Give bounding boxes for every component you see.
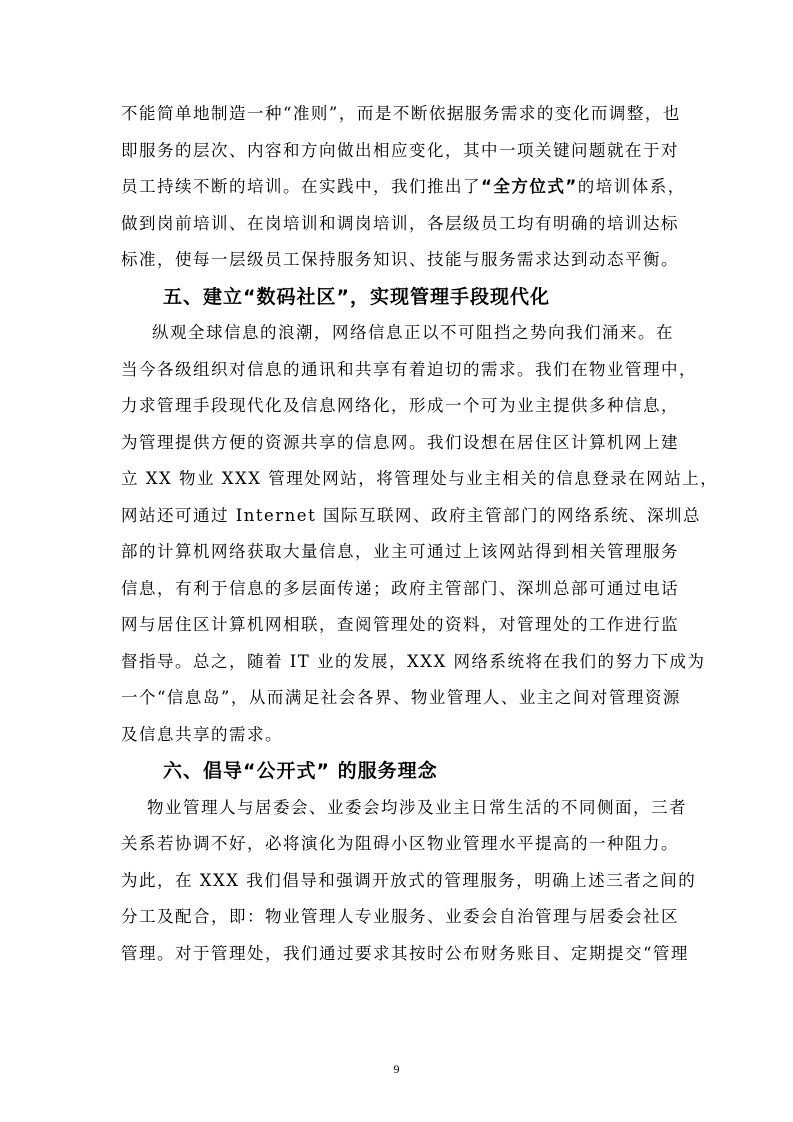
section-heading: 五、建立“数码社区”，实现管理手段现代化 — [163, 285, 550, 308]
paragraph-line: 督指导。总之，随着 IT 业的发展，XXX 网络系统将在我们的努力下成为 — [121, 651, 706, 671]
paragraph-line: 信息，有利于信息的多层面传递；政府主管部门、深圳总部可通过电话 — [121, 578, 679, 598]
emphasis-text: “全方位式” — [481, 177, 578, 196]
paragraph-line: 为此，在 XXX 我们倡导和强调开放式的管理服务，明确上述三者之间的 — [121, 870, 697, 890]
paragraph-line: 关系若协调不好，必将演化为阻碍小区物业管理水平提高的一种阻力。 — [121, 834, 679, 853]
paragraph-text: 员工持续不断的培训。在实践中，我们推出了 — [121, 177, 481, 196]
paragraph-line: 立 XX 物业 XXX 管理处网站，将管理处与业主相关的信息登录在网站上， — [121, 469, 719, 488]
paragraph-line: 当今各级组织对信息的通讯和共享有着迫切的需求。我们在物业管理中， — [121, 359, 697, 379]
section-heading: 六、倡导“公开式” 的服务理念 — [163, 760, 438, 782]
paragraph-line: 纵观全球信息的浪潮，网络信息正以不可阻挡之势向我们涌来。在 — [152, 323, 674, 342]
paragraph-line: 力求管理手段现代化及信息网络化，形成一个可为业主提供多种信息， — [121, 396, 679, 415]
paragraph-line: 网与居住区计算机网相联，查阅管理处的资料，对管理处的工作进行监 — [121, 615, 679, 634]
paragraph-line: 网站还可通过 Internet 国际互联网、政府主管部门的网络系统、深圳总 — [121, 505, 701, 525]
paragraph-line: 物业管理人与居委会、业委会均涉及业主日常生活的不同侧面，三者 — [147, 797, 687, 817]
paragraph-line: 及信息共享的需求。 — [121, 724, 283, 744]
paragraph-text: 的培训体系， — [577, 177, 686, 196]
page-number: 9 — [393, 1062, 400, 1076]
paragraph-line: 不能简单地制造一种“准则”，而是不断依据服务需求的变化而调整，也 — [121, 104, 681, 123]
paragraph-line: 分工及配合，即：物业管理人专业服务、业委会自治管理与居委会社区 — [121, 907, 679, 926]
paragraph-line: 标准，使每一层级员工保持服务知识、技能与服务需求达到动态平衡。 — [121, 250, 679, 269]
paragraph-line: 即服务的层次、内容和方向做出相应变化，其中一项关键问题就在于对 — [121, 140, 679, 160]
paragraph-line: 为管理提供方便的资源共享的信息网。我们设想在居住区计算机网上建 — [121, 432, 679, 452]
paragraph-line: 一个“信息岛”，从而满足社会各界、物业管理人、业主之间对管理资源 — [121, 688, 681, 707]
paragraph-line: 管理。对于管理处，我们通过要求其按时公布财务账目、定期提交“管理 — [121, 943, 689, 963]
paragraph-line: 部的计算机网络获取大量信息，业主可通过上该网站得到相关管理服务 — [121, 542, 679, 561]
paragraph-line: 做到岗前培训、在岗培训和调岗培训，各层级员工均有明确的培训达标 — [121, 213, 679, 233]
paragraph-line — [121, 169, 686, 205]
